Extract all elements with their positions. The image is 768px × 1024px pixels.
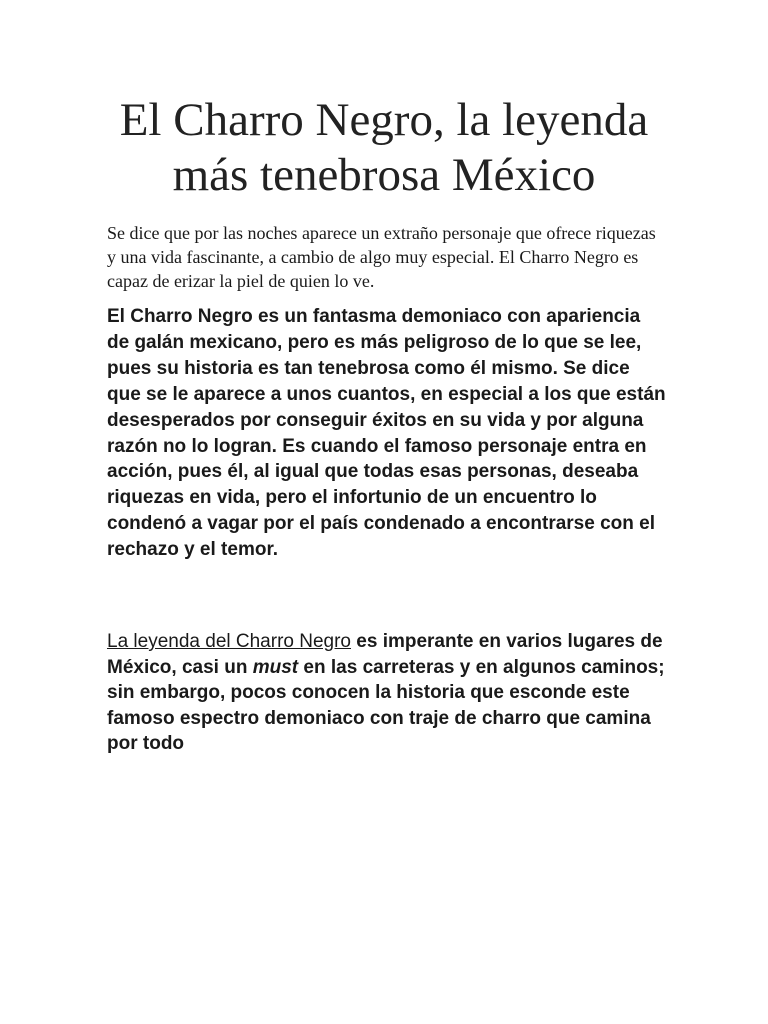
paragraph-2-text-b: en las carreteras y en algunos caminos; sin embargo, pocos conocen la historia que esconde este famoso espectro demoniaco con traje de charro que camina por todo — [107, 656, 665, 755]
body-paragraph-2 — [107, 629, 667, 757]
document-title — [60, 93, 708, 203]
paragraph-2-text-a: es imperante en varios lugares de México, casi un — [107, 631, 663, 678]
legend-link[interactable]: La leyenda del Charro Negro — [107, 631, 351, 652]
title-line-2: más tenebrosa México — [172, 149, 596, 201]
intro-paragraph: Se dice que por las noches aparece un extraño personaje que ofrece riquezas y una vida fascinante, a cambio de algo muy especial. El Charro Negro es capaz de erizar la piel de quien lo ve. — [107, 223, 656, 291]
body-paragraph-1: El Charro Negro es un fantasma demoniaco con apariencia de galán mexicano, pero es más peligroso de lo que se lee, pues su historia es tan tenebrosa como él mismo. Se dice que se le aparece a unos cuantos, en especial a los que están desesperados por conseguir éxitos en su vida y por alguna razón no lo logran. Es cuando el famoso personaje entra en acción, pues él, al igual que todas esas personas, deseaba riquezas en vida, pero el infortunio de un encuentro lo condenó a vagar por el país condenado a encontrarse con el rechazo y el temor. — [107, 306, 666, 561]
title-line-1: El Charro Negro, la leyenda — [119, 94, 649, 146]
paragraph-2-emphasis: must — [252, 656, 299, 678]
